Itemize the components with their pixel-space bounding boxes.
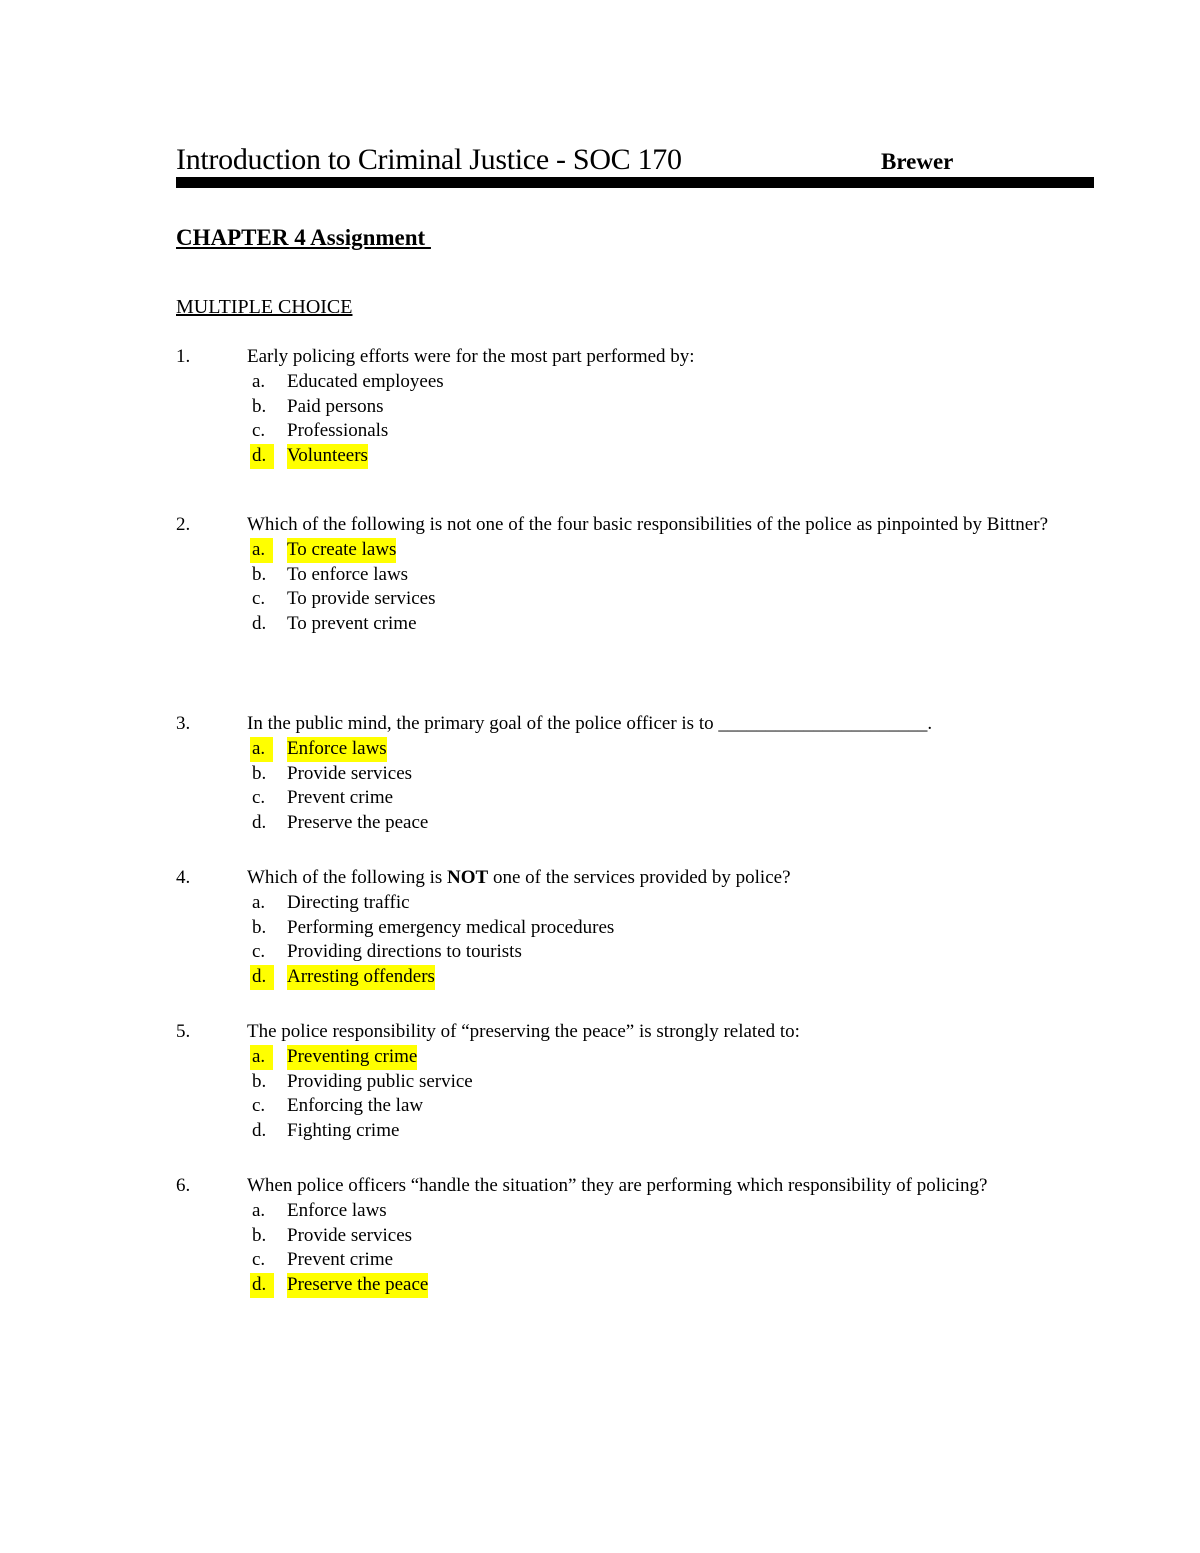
option-text: Preventing crime [287, 1045, 417, 1070]
option-c [247, 587, 1094, 612]
question-text: When police officers “handle the situation” they are performing which responsibility of policing? [247, 1175, 988, 1196]
option-text: Preserve the peace [287, 1273, 428, 1298]
option-text: Professionals [287, 420, 389, 442]
option-letter: a. [252, 370, 266, 392]
option-letter: c. [252, 1095, 266, 1117]
question-3 [176, 712, 1094, 836]
question-text: The police responsibility of “preserving the peace” is strongly related to: [247, 1021, 800, 1042]
option-text: Educated employees [287, 370, 444, 392]
question-3-stem [176, 712, 1094, 737]
option-text: To enforce laws [287, 563, 409, 585]
option-letter: d. [250, 965, 274, 990]
question-text: Which of the following is not one of the four basic responsibilities of the police as pinpointed by Bittner? [247, 514, 1048, 535]
option-text: Prevent crime [287, 787, 394, 809]
question-text: In the public mind, the primary goal of the police officer is to ______________________. [247, 713, 933, 734]
option-list [247, 1045, 1094, 1144]
option-letter: b. [252, 563, 267, 585]
question-number: 6. [176, 1175, 191, 1196]
header-rule [176, 177, 1094, 188]
option-text: Providing directions to tourists [287, 941, 522, 963]
option-text: Fighting crime [287, 1120, 400, 1142]
option-text: Providing public service [287, 1070, 473, 1092]
question-4 [176, 866, 1094, 990]
option-text: Provide services [287, 762, 413, 784]
option-letter: a. [252, 1199, 266, 1221]
question-6-stem [176, 1174, 1094, 1199]
question-1-stem [176, 345, 1094, 370]
option-text: Enforcing the law [287, 1095, 424, 1117]
option-letter: c. [252, 420, 266, 442]
option-list [247, 737, 1094, 836]
option-c [247, 1248, 1094, 1273]
option-letter: c. [252, 1249, 266, 1271]
option-letter: b. [252, 916, 267, 938]
option-a [247, 370, 1094, 395]
option-letter: b. [252, 762, 267, 784]
question-number: 5. [176, 1021, 191, 1042]
chapter-title: CHAPTER 4 Assignment [176, 225, 431, 250]
option-letter: a. [250, 1045, 273, 1070]
option-d-answer-highlight [247, 1273, 1094, 1298]
question-5 [176, 1020, 1094, 1144]
option-letter: b. [252, 1070, 267, 1092]
option-a [247, 1199, 1094, 1224]
option-c [247, 940, 1094, 965]
option-a [247, 891, 1094, 916]
option-text: Performing emergency medical procedures [287, 916, 615, 938]
question-number: 3. [176, 713, 191, 734]
option-letter: b. [252, 1224, 267, 1246]
option-letter: d. [250, 444, 274, 469]
question-5-stem [176, 1020, 1094, 1045]
option-text: Volunteers [287, 444, 368, 469]
option-letter: d. [252, 812, 267, 834]
option-text: To prevent crime [287, 613, 417, 635]
option-text: Preserve the peace [287, 812, 429, 834]
option-a-answer-highlight [247, 1045, 1094, 1070]
question-6 [176, 1174, 1094, 1298]
option-b [247, 762, 1094, 787]
option-d-answer-highlight [247, 965, 1094, 990]
option-letter: c. [252, 787, 266, 809]
option-letter: a. [250, 737, 273, 762]
question-text: Early policing efforts were for the most part performed by: [247, 346, 695, 367]
option-c [247, 419, 1094, 444]
option-a-answer-highlight [247, 538, 1094, 563]
option-text: Enforce laws [287, 1199, 387, 1221]
question-text-after: one of the services provided by police? [488, 867, 791, 888]
option-d-answer-highlight [247, 444, 1094, 469]
option-text: To provide services [287, 588, 436, 610]
option-list [247, 891, 1094, 990]
option-b [247, 1070, 1094, 1095]
option-letter: d. [252, 1120, 267, 1142]
question-text [247, 866, 1094, 891]
option-list [247, 538, 1094, 637]
option-c [247, 786, 1094, 811]
option-text: Directing traffic [287, 891, 410, 913]
course-title: Introduction to Criminal Justice - SOC 170 [176, 143, 682, 176]
instructor-name: Brewer [881, 149, 954, 174]
question-number: 4. [176, 867, 191, 888]
option-text: Enforce laws [287, 737, 387, 762]
option-b [247, 1224, 1094, 1249]
option-letter: c. [252, 588, 266, 610]
question-2-stem [176, 513, 1094, 538]
option-letter: b. [252, 395, 267, 417]
option-d [247, 612, 1094, 637]
option-a-answer-highlight [247, 737, 1094, 762]
option-letter: a. [252, 891, 266, 913]
option-list [247, 370, 1094, 469]
section-title: MULTIPLE CHOICE [176, 296, 353, 318]
question-2 [176, 513, 1094, 637]
option-text: Arresting offenders [287, 965, 435, 990]
option-text: Provide services [287, 1224, 413, 1246]
option-d [247, 1119, 1094, 1144]
option-text: Prevent crime [287, 1249, 394, 1271]
question-text-emphasis: NOT [447, 867, 489, 888]
question-number: 1. [176, 346, 191, 367]
option-b [247, 395, 1094, 420]
option-b [247, 916, 1094, 941]
option-letter: a. [250, 538, 273, 563]
question-number: 2. [176, 514, 191, 535]
option-list [247, 1199, 1094, 1298]
option-d [247, 811, 1094, 836]
option-c [247, 1094, 1094, 1119]
option-text: To create laws [287, 538, 396, 563]
question-text-before: Which of the following is [247, 867, 447, 888]
question-1 [176, 345, 1094, 469]
option-b [247, 563, 1094, 588]
option-letter: c. [252, 941, 266, 963]
option-letter: d. [252, 613, 267, 635]
option-text: Paid persons [287, 395, 384, 417]
question-4-stem [176, 866, 1094, 891]
option-letter: d. [250, 1273, 274, 1298]
